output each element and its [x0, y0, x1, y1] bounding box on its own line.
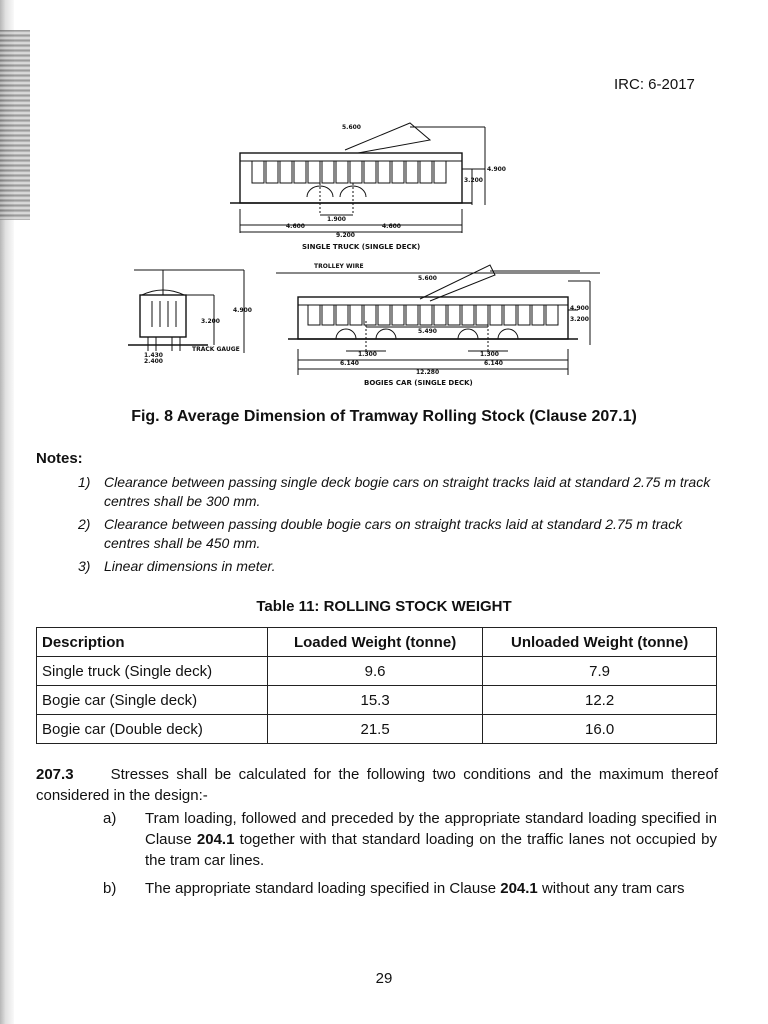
dim-end-h-total: 4.900 — [233, 307, 252, 314]
page-number: 29 — [375, 970, 393, 987]
notes-heading: Notes: — [36, 450, 83, 467]
single-truck-caption: SINGLE TRUCK (SINGLE DECK) — [302, 243, 421, 251]
header-description: Description — [37, 628, 268, 657]
table-title: Table 11: ROLLING STOCK WEIGHT — [256, 598, 512, 615]
clause-sub-items — [103, 808, 717, 906]
dim-top-end-right: 4.600 — [382, 223, 401, 230]
rolling-stock-weight-table — [36, 627, 717, 744]
dim-bottom-end-right: 6.140 — [484, 360, 503, 367]
dim-top-length: 9.200 — [336, 232, 355, 239]
clause-number: 207.3 — [36, 766, 74, 783]
dim-end-gauge-outer: 2.400 — [144, 358, 163, 365]
tramway-drawing — [100, 105, 640, 395]
dim-top-end-left: 4.600 — [286, 223, 305, 230]
trolley-wire-label: TROLLEY WIRE — [314, 263, 364, 270]
clause-item: b) The appropriate standard loading specified in Clause 204.1 without any tram cars — [103, 880, 685, 897]
document-code: IRC: 6-2017 — [614, 76, 695, 93]
dim-bottom-h-total: 4.900 — [570, 305, 589, 312]
table-row — [37, 686, 717, 715]
cell-unloaded: 16.0 — [483, 715, 717, 744]
cell-description: Bogie car (Double deck) — [37, 715, 268, 744]
dim-top-overall: 5.600 — [342, 124, 361, 131]
cell-unloaded: 7.9 — [483, 657, 717, 686]
note-item: 2) Clearance between passing double bogie cars on straight tracks laid at standard 2.75 m track centres shall be 450 mm. — [78, 516, 683, 551]
table-row — [37, 657, 717, 686]
cell-unloaded: 12.2 — [483, 686, 717, 715]
dim-bottom-bogie-left: 1.300 — [358, 351, 377, 358]
dim-top-h-body: 3.200 — [464, 177, 483, 184]
dim-bottom-bogie-right: 1.300 — [480, 351, 499, 358]
dim-bottom-overall: 5.600 — [418, 275, 437, 282]
cell-loaded: 21.5 — [268, 715, 483, 744]
table-row — [37, 715, 717, 744]
scan-artifact — [0, 30, 30, 220]
figure-caption: Fig. 8 Average Dimension of Tramway Rolling Stock (Clause 207.1) — [131, 408, 637, 425]
note-item: 3) Linear dimensions in meter. — [78, 558, 276, 574]
note-item: 1) Clearance between passing single deck bogie cars on straight tracks laid at standard 2.75 m track centres shall be 300 mm. — [78, 474, 711, 509]
single-truck-elevation — [230, 123, 506, 251]
dim-bottom-h-body: 3.200 — [570, 316, 589, 323]
dim-end-h-body: 3.200 — [201, 318, 220, 325]
cell-description: Single truck (Single deck) — [37, 657, 268, 686]
dim-end-gauge-inner: 1.430 — [144, 352, 163, 359]
clause-text: Stresses shall be calculated for the following two conditions and the maximum thereof considered in the design:- — [36, 766, 718, 804]
dim-top-axle: 1.900 — [327, 216, 346, 223]
clause-paragraph — [36, 764, 718, 806]
end-view — [128, 270, 252, 365]
bogie-car-caption: BOGIES CAR (SINGLE DECK) — [364, 379, 473, 387]
cell-loaded: 9.6 — [268, 657, 483, 686]
header-unloaded-weight: Unloaded Weight (tonne) — [483, 628, 717, 657]
dim-top-h-total: 4.900 — [487, 166, 506, 173]
clause-item: a) Tram loading, followed and preceded by the appropriate standard loading specified in Clause 204.1 together with that standard loading on the traffic lanes not occupied by the tram car lines. — [103, 810, 717, 869]
cell-description: Bogie car (Single deck) — [37, 686, 268, 715]
track-gauge-label: TRACK GAUGE — [192, 346, 240, 353]
dim-bottom-end-left: 6.140 — [340, 360, 359, 367]
header-loaded-weight: Loaded Weight (tonne) — [268, 628, 483, 657]
cell-loaded: 15.3 — [268, 686, 483, 715]
table-header-row — [37, 628, 717, 657]
bogie-car-elevation — [276, 263, 600, 387]
dim-bottom-bogie-centres: 5.490 — [418, 328, 437, 335]
notes-list — [78, 473, 718, 580]
dim-bottom-length: 12.280 — [416, 369, 440, 376]
